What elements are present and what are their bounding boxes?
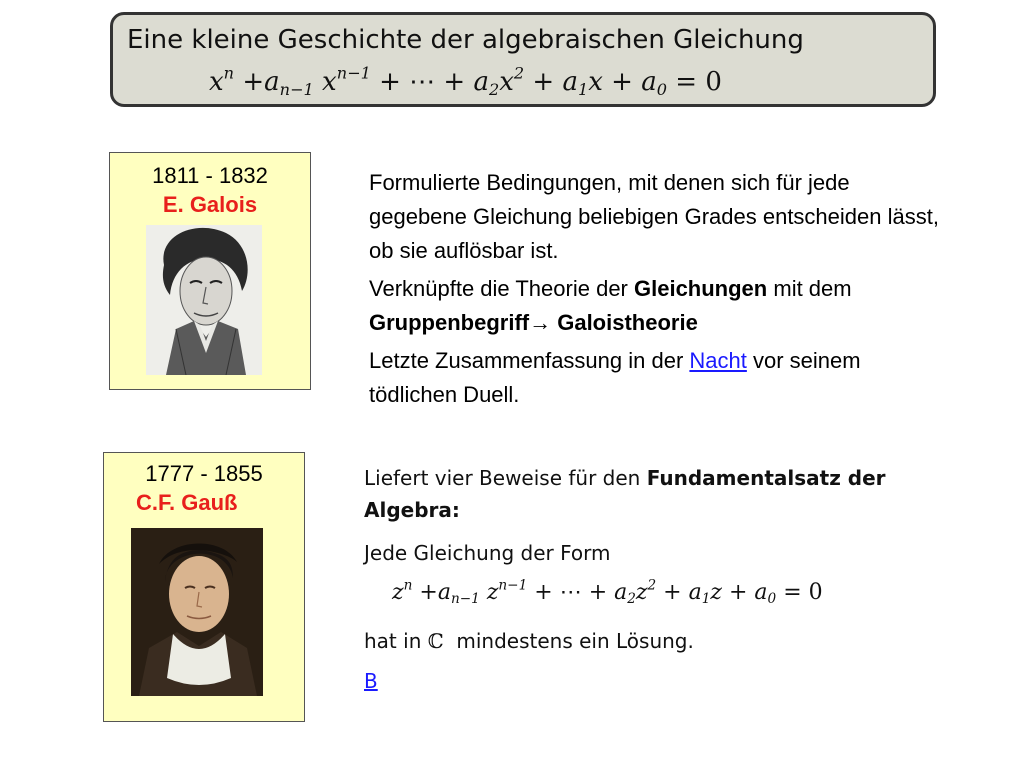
gauss-description xyxy=(364,462,964,568)
galois-para2-bold1: Gleichungen xyxy=(634,276,768,301)
gauss-portrait xyxy=(131,528,263,696)
galois-description xyxy=(369,166,949,412)
galois-para2-bold3: Galoistheorie xyxy=(551,310,698,335)
gauss-line1-prefix: Liefert vier Beweise für den xyxy=(364,466,647,490)
galois-para2-mid: mit dem xyxy=(767,276,852,301)
nacht-link[interactable]: Nacht xyxy=(689,348,747,373)
galois-portrait xyxy=(146,225,262,375)
polynomial-formula: $x^n +a_{n-1}$ $x^{n-1}$ + ⋯ + $a_2x^2 + a_1x + a_0 = 0$ xyxy=(209,63,722,99)
galois-para1: Formulierte Bedingungen, mit denen sich für jede gegebene Gleichung beliebigen Grades entscheiden lässt, ob sie auflösbar ist. xyxy=(369,170,939,263)
galois-years: 1811 - 1832 xyxy=(152,163,268,188)
gauss-polynomial-formula: $z^n +a_{n-1}$ $z^{n-1}$ + ⋯ + $a_2z^2 + a_1z + a_0 = 0$ xyxy=(392,577,823,608)
title-box xyxy=(110,12,936,107)
gauss-line2: Jede Gleichung der Form xyxy=(364,541,611,565)
complex-numbers-symbol: ℂ xyxy=(427,629,444,653)
gauss-line1 xyxy=(364,462,964,526)
galois-para3-prefix: Letzte Zusammenfassung in der xyxy=(369,348,690,373)
gauss-line3 xyxy=(364,626,964,696)
galois-name: E. Galois xyxy=(162,192,258,217)
galois-para3 xyxy=(369,344,949,412)
gauss-line3-prefix: hat in xyxy=(364,629,428,653)
galois-para2-prefix: Verknüpfte die Theorie der xyxy=(369,276,634,301)
gauss-line1-bold: Fundamentalsatz der Algebra: xyxy=(364,466,886,522)
arrow-right-icon: → xyxy=(529,310,552,335)
b-link[interactable]: B xyxy=(364,669,378,693)
slide-title: Eine kleine Geschichte der algebraischen Gleichung xyxy=(127,25,804,55)
galois-para2-bold2: Gruppenbegriff xyxy=(369,310,530,335)
galois-para3-suffix: vor seinem tödlichen Duell. xyxy=(369,348,861,407)
gauss-line3-suffix: mindestens ein Lösung. xyxy=(443,629,694,653)
gauss-name: C.F. Gauß xyxy=(136,490,238,515)
galois-para2 xyxy=(369,272,949,340)
gauss-years: 1777 - 1855 xyxy=(145,461,263,486)
